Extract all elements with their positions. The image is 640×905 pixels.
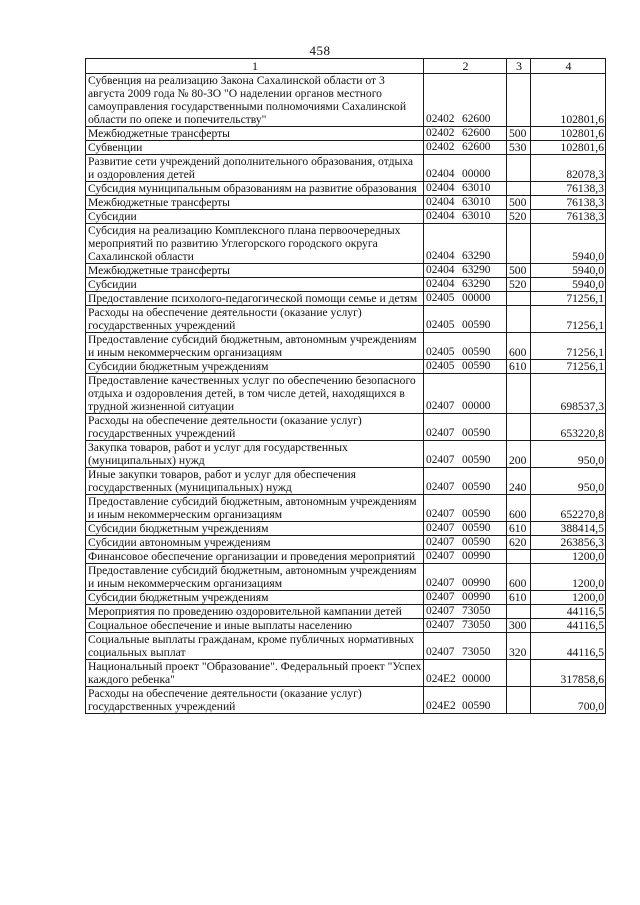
code-program: 02404: [426, 264, 455, 276]
code-direction: 00590: [462, 700, 491, 712]
table-row: [86, 660, 606, 687]
expense-name: Предоставление психолого-педагогической помощи семье и детям: [86, 292, 424, 306]
target-code: [424, 292, 507, 306]
page-number: 458: [309, 43, 331, 58]
amount: 5940,0: [531, 264, 606, 278]
header-col-3: 3: [507, 59, 531, 74]
expense-type: 610: [507, 360, 531, 374]
target-code: [424, 306, 507, 333]
expense-type: [507, 550, 531, 564]
amount: 698537,3: [531, 374, 606, 414]
expense-name: Предоставление субсидий бюджетным, автономным учреждениям и иным некоммерческим организациям: [86, 564, 424, 591]
target-code: [424, 127, 507, 141]
expense-type: [507, 414, 531, 441]
expense-type: [507, 660, 531, 687]
code-program: 02405: [426, 292, 455, 304]
code-direction: 00000: [462, 673, 491, 685]
code-direction: 62600: [462, 113, 491, 125]
amount: 1200,0: [531, 591, 606, 605]
target-code: [424, 633, 507, 660]
code-direction: 63290: [462, 250, 491, 262]
expense-type: [507, 292, 531, 306]
code-direction: 00990: [462, 577, 491, 589]
amount: 950,0: [531, 468, 606, 495]
table-row: [86, 687, 606, 714]
code-direction: 73050: [462, 619, 491, 631]
target-code: [424, 360, 507, 374]
expense-name: Мероприятия по проведению оздоровительной кампании детей: [86, 605, 424, 619]
table-row: [86, 360, 606, 374]
expense-name: Социальные выплаты гражданам, кроме публичных нормативных социальных выплат: [86, 633, 424, 660]
code-program: 02405: [426, 319, 455, 331]
code-direction: 63290: [462, 264, 491, 276]
expense-type: 520: [507, 210, 531, 224]
expense-name: Предоставление субсидий бюджетным, автономным учреждениям и иным некоммерческим организациям: [86, 333, 424, 360]
amount: 44116,5: [531, 619, 606, 633]
code-direction: 63010: [462, 182, 491, 194]
expense-name: Межбюджетные трансферты: [86, 196, 424, 210]
code-program: 02405: [426, 360, 455, 372]
code-direction: 63010: [462, 210, 491, 222]
code-program: 02407: [426, 577, 455, 589]
amount: 44116,5: [531, 633, 606, 660]
table-row: [86, 468, 606, 495]
amount: 653220,8: [531, 414, 606, 441]
code-program: 02407: [426, 536, 455, 548]
table-header-row: [86, 59, 606, 74]
table-row: [86, 414, 606, 441]
expense-name: Расходы на обеспечение деятельности (оказание услуг) государственных учреждений: [86, 414, 424, 441]
target-code: [424, 660, 507, 687]
table-row: [86, 591, 606, 605]
table-row: [86, 127, 606, 141]
code-direction: 00590: [462, 319, 491, 331]
target-code: [424, 74, 507, 127]
table-row: [86, 333, 606, 360]
code-program: 02402: [426, 127, 455, 139]
expense-name: Финансовое обеспечение организации и проведения мероприятий: [86, 550, 424, 564]
table-row: [86, 522, 606, 536]
code-program: 02407: [426, 550, 455, 562]
expense-name: Межбюджетные трансферты: [86, 127, 424, 141]
amount: 388414,5: [531, 522, 606, 536]
expense-name: Субсидии бюджетным учреждениям: [86, 522, 424, 536]
table-row: [86, 605, 606, 619]
code-direction: 63010: [462, 196, 491, 208]
code-direction: 00590: [462, 346, 491, 358]
target-code: [424, 495, 507, 522]
amount: 263856,3: [531, 536, 606, 550]
amount: 44116,5: [531, 605, 606, 619]
budget-table: [85, 58, 606, 714]
expense-type: 240: [507, 468, 531, 495]
code-program: 02407: [426, 400, 455, 412]
code-direction: 00590: [462, 454, 491, 466]
expense-type: [507, 182, 531, 196]
code-program: 02407: [426, 427, 455, 439]
table-row: [86, 210, 606, 224]
expense-type: 600: [507, 333, 531, 360]
expense-name: Закупка товаров, работ и услуг для государственных (муниципальных) нужд: [86, 441, 424, 468]
amount: 76138,3: [531, 210, 606, 224]
expense-name: Субсидии: [86, 278, 424, 292]
amount: 71256,1: [531, 333, 606, 360]
expense-type: [507, 74, 531, 127]
expense-type: [507, 605, 531, 619]
amount: 5940,0: [531, 224, 606, 264]
expense-type: 200: [507, 441, 531, 468]
code-program: 02404: [426, 168, 455, 180]
target-code: [424, 564, 507, 591]
expense-type: [507, 687, 531, 714]
expense-name: Субсидии бюджетным учреждениям: [86, 360, 424, 374]
expense-type: [507, 224, 531, 264]
code-program: 02407: [426, 508, 455, 520]
table-body: [86, 74, 606, 714]
table-row: [86, 374, 606, 414]
expense-type: 500: [507, 196, 531, 210]
header-col-4: 4: [531, 59, 606, 74]
expense-type: 530: [507, 141, 531, 155]
expense-type: 520: [507, 278, 531, 292]
code-program: 02407: [426, 481, 455, 493]
code-program: 024E2: [426, 700, 456, 712]
target-code: [424, 333, 507, 360]
target-code: [424, 619, 507, 633]
code-program: 02404: [426, 196, 455, 208]
table-row: [86, 196, 606, 210]
code-program: 02407: [426, 646, 455, 658]
code-direction: 00000: [462, 168, 491, 180]
code-direction: 73050: [462, 646, 491, 658]
expense-type: 620: [507, 536, 531, 550]
expense-type: 600: [507, 495, 531, 522]
table-row: [86, 619, 606, 633]
target-code: [424, 522, 507, 536]
table-row: [86, 182, 606, 196]
table-row: [86, 633, 606, 660]
amount: 82078,3: [531, 155, 606, 182]
table-row: [86, 74, 606, 127]
expense-type: 610: [507, 591, 531, 605]
target-code: [424, 687, 507, 714]
expense-type: 500: [507, 264, 531, 278]
target-code: [424, 210, 507, 224]
expense-name: Субсидия муниципальным образованиям на развитие образования: [86, 182, 424, 196]
target-code: [424, 550, 507, 564]
code-direction: 00590: [462, 427, 491, 439]
amount: 76138,3: [531, 196, 606, 210]
code-direction: 00590: [462, 481, 491, 493]
amount: 71256,1: [531, 306, 606, 333]
expense-type: 320: [507, 633, 531, 660]
amount: 652270,8: [531, 495, 606, 522]
expense-name: Социальное обеспечение и иные выплаты населению: [86, 619, 424, 633]
target-code: [424, 605, 507, 619]
table-row: [86, 441, 606, 468]
code-program: 02404: [426, 210, 455, 222]
expense-type: 500: [507, 127, 531, 141]
amount: 700,0: [531, 687, 606, 714]
amount: 76138,3: [531, 182, 606, 196]
amount: 102801,6: [531, 141, 606, 155]
expense-name: Субсидии автономным учреждениям: [86, 536, 424, 550]
expense-name: Расходы на обеспечение деятельности (оказание услуг) государственных учреждений: [86, 306, 424, 333]
target-code: [424, 591, 507, 605]
amount: 1200,0: [531, 564, 606, 591]
code-direction: 63290: [462, 278, 491, 290]
amount: 950,0: [531, 441, 606, 468]
expense-name: Национальный проект "Образование". Федеральный проект "Успех каждого ребенка": [86, 660, 424, 687]
table-row: [86, 495, 606, 522]
target-code: [424, 441, 507, 468]
code-direction: 00990: [462, 550, 491, 562]
target-code: [424, 536, 507, 550]
expense-name: Развитие сети учреждений дополнительного образования, отдыха и оздоровления детей: [86, 155, 424, 182]
code-program: 02407: [426, 522, 455, 534]
amount: 102801,6: [531, 127, 606, 141]
code-direction: 00000: [462, 292, 491, 304]
amount: 5940,0: [531, 278, 606, 292]
code-program: 024E2: [426, 673, 456, 685]
target-code: [424, 414, 507, 441]
amount: 317858,6: [531, 660, 606, 687]
code-direction: 73050: [462, 605, 491, 617]
expense-type: 610: [507, 522, 531, 536]
table-row: [86, 278, 606, 292]
table-row: [86, 141, 606, 155]
expense-type: [507, 374, 531, 414]
expense-name: Субсидии бюджетным учреждениям: [86, 591, 424, 605]
code-direction: 62600: [462, 127, 491, 139]
expense-type: [507, 155, 531, 182]
expense-name: Субвенции: [86, 141, 424, 155]
code-program: 02404: [426, 182, 455, 194]
amount: 1200,0: [531, 550, 606, 564]
target-code: [424, 264, 507, 278]
expense-name: Субсидия на реализацию Комплексного плана первоочередных мероприятий по развитию Углегорского городского округа Сахалинской области: [86, 224, 424, 264]
expense-name: Иные закупки товаров, работ и услуг для обеспечения государственных (муниципальных) нужд: [86, 468, 424, 495]
code-direction: 00000: [462, 400, 491, 412]
table-row: [86, 292, 606, 306]
expense-name: Расходы на обеспечение деятельности (оказание услуг) государственных учреждений: [86, 687, 424, 714]
target-code: [424, 374, 507, 414]
expense-name: Субвенция на реализацию Закона Сахалинской области от 3 августа 2009 года № 80-ЗО "О наделении органов местного самоуправления государственными полномочиями Сахалинской области по опеке и попечительству": [86, 74, 424, 127]
code-direction: 62600: [462, 141, 491, 153]
header-col-1: 1: [86, 59, 424, 74]
code-program: 02402: [426, 141, 455, 153]
code-program: 02407: [426, 619, 455, 631]
code-program: 02404: [426, 250, 455, 262]
table-row: [86, 536, 606, 550]
table-row: [86, 155, 606, 182]
amount: 71256,1: [531, 292, 606, 306]
target-code: [424, 196, 507, 210]
expense-name: Предоставление качественных услуг по обеспечению безопасного отдыха и оздоровления детей, в том числе детей, находящихся в трудной жизненной ситуации: [86, 374, 424, 414]
code-program: 02404: [426, 278, 455, 290]
table-row: [86, 224, 606, 264]
table-row: [86, 306, 606, 333]
target-code: [424, 155, 507, 182]
amount: 71256,1: [531, 360, 606, 374]
table-row: [86, 550, 606, 564]
code-direction: 00590: [462, 360, 491, 372]
code-direction: 00590: [462, 508, 491, 520]
code-direction: 00590: [462, 536, 491, 548]
target-code: [424, 468, 507, 495]
amount: 102801,6: [531, 74, 606, 127]
expense-name: Предоставление субсидий бюджетным, автономным учреждениям и иным некоммерческим организациям: [86, 495, 424, 522]
expense-type: 300: [507, 619, 531, 633]
code-direction: 00590: [462, 522, 491, 534]
code-program: 02407: [426, 605, 455, 617]
target-code: [424, 224, 507, 264]
expense-type: [507, 306, 531, 333]
code-program: 02407: [426, 591, 455, 603]
expense-name: Субсидии: [86, 210, 424, 224]
target-code: [424, 182, 507, 196]
code-direction: 00990: [462, 591, 491, 603]
table-row: [86, 264, 606, 278]
table-row: [86, 564, 606, 591]
expense-name: Межбюджетные трансферты: [86, 264, 424, 278]
code-program: 02405: [426, 346, 455, 358]
target-code: [424, 141, 507, 155]
expense-type: 600: [507, 564, 531, 591]
code-program: 02402: [426, 113, 455, 125]
code-program: 02407: [426, 454, 455, 466]
target-code: [424, 278, 507, 292]
header-col-2: 2: [424, 59, 507, 74]
